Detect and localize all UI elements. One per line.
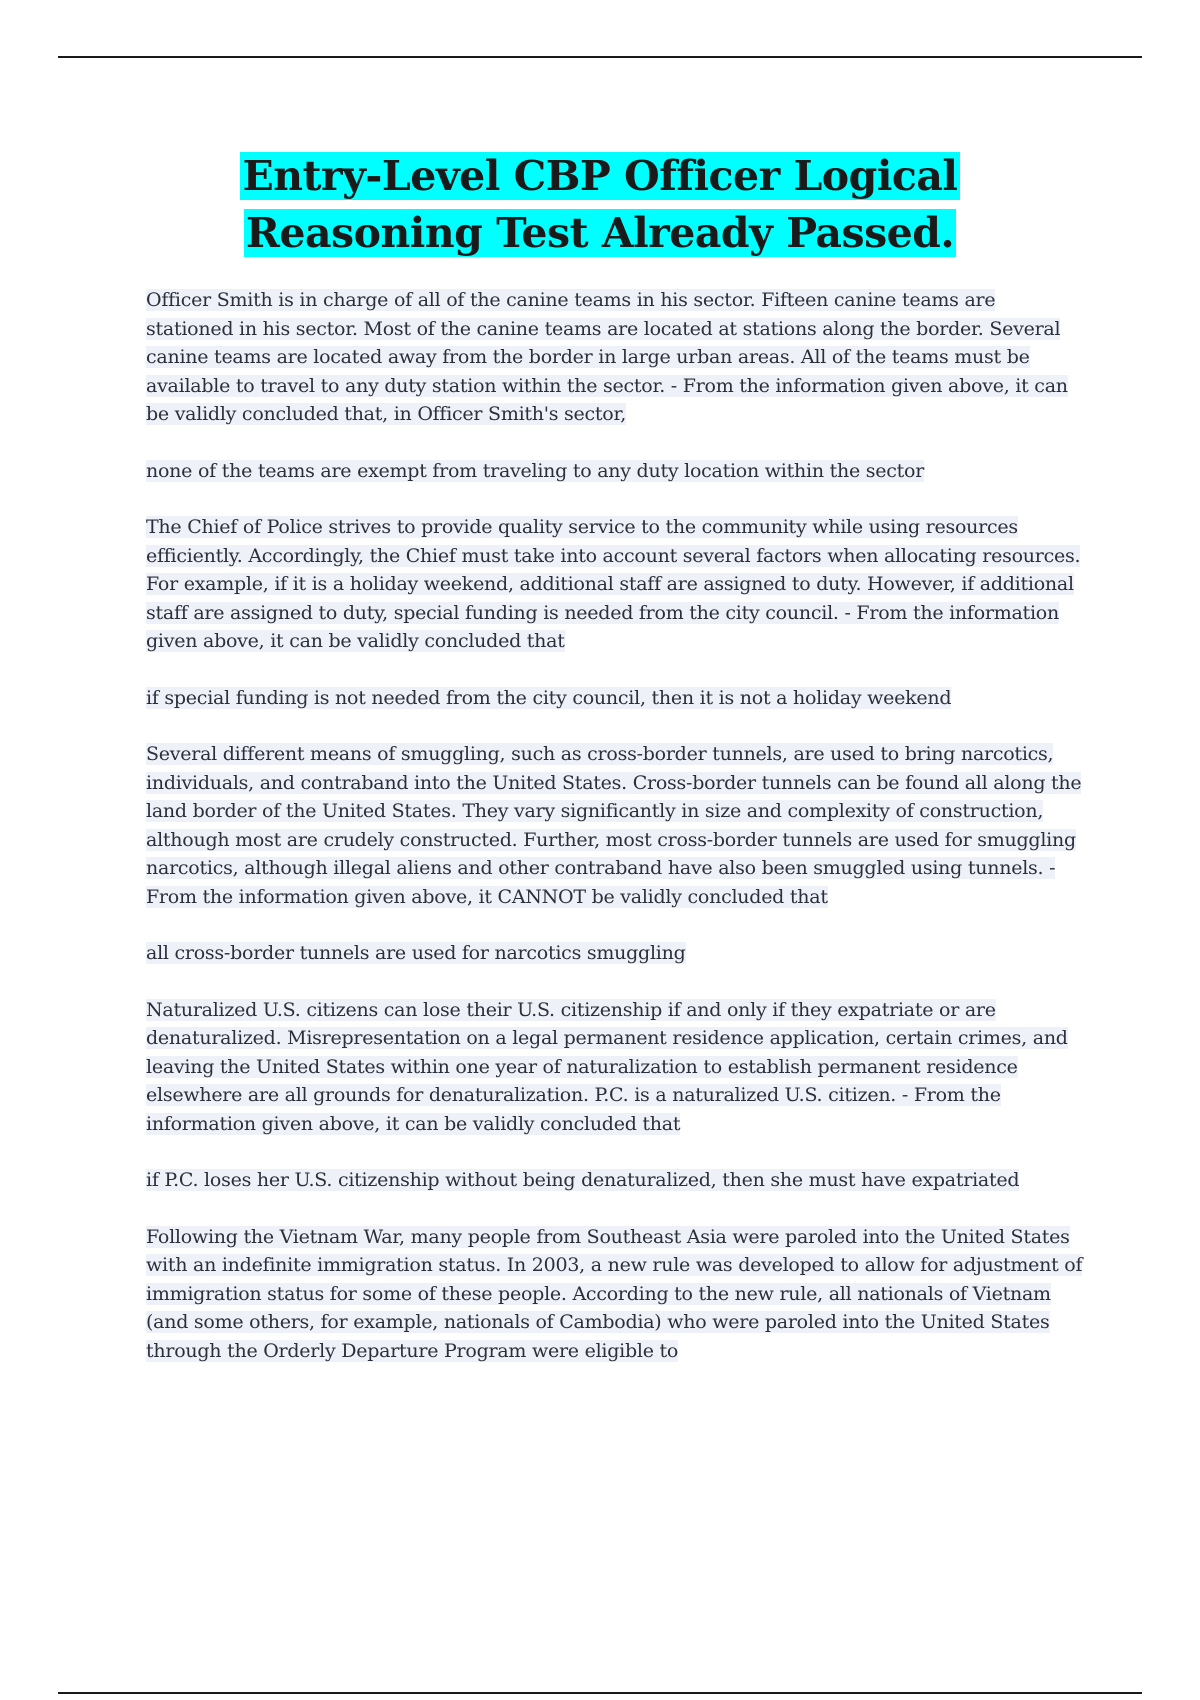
answer-paragraph (146, 1166, 1086, 1195)
document-body (146, 286, 1086, 1393)
answer-paragraph (146, 939, 1086, 968)
answer-paragraph (146, 684, 1086, 713)
paragraph-text: none of the teams are exempt from traveling to any duty location within the sector (146, 459, 925, 482)
question-paragraph (146, 513, 1086, 656)
answer-paragraph (146, 457, 1086, 486)
question-paragraph (146, 740, 1086, 911)
paragraph-text: Naturalized U.S. citizens can lose their U.S. citizenship if and only if they expatriate or are denaturalized. Misrepresentation on a legal permanent residence application, certain crimes, and leaving the United States within one year of naturalization to establish permanent residence elsewhere are all grounds for denaturalization. P.C. is a naturalized U.S. citizen. - From the information given above, it can be validly concluded that (146, 998, 1068, 1135)
question-paragraph (146, 996, 1086, 1139)
paragraph-text: if special funding is not needed from the city council, then it is not a holiday weekend (146, 686, 952, 709)
paragraph-text: Several different means of smuggling, such as cross-border tunnels, are used to bring narcotics, individuals, and contraband into the United States. Cross-border tunnels can be found all along the land border of the United States. They vary significantly in size and complexity of construction, although most are crudely constructed. Further, most cross-border tunnels are used for smuggling narcotics, although illegal aliens and other contraband have also been smuggled using tunnels. - From the information given above, it CANNOT be validly concluded that (146, 743, 1082, 908)
question-paragraph (146, 1223, 1086, 1366)
header-rule (58, 56, 1142, 58)
paragraph-text: Following the Vietnam War, many people from Southeast Asia were paroled into the United States with an indefinite immigration status. In 2003, a new rule was developed to allow for adjustment of immigration status for some of these people. According to the new rule, all nationals of Vietnam (and some others, for example, nationals of Cambodia) who were paroled into the United States through the Orderly Departure Program were eligible to (146, 1225, 1083, 1362)
question-paragraph (146, 286, 1086, 429)
page-title: Entry-Level CBP Officer Logical Reasoning Test Already Passed. (242, 152, 958, 257)
paragraph-text: all cross-border tunnels are used for narcotics smuggling (146, 942, 686, 964)
paragraph-text: The Chief of Police strives to provide quality service to the community while using resources efficiently. Accordingly, the Chief must take into account several factors when allocating resources. For example, if it is a holiday weekend, additional staff are assigned to duty. However, if additional staff are assigned to duty, special funding is needed from the city council. - From the information given above, it can be validly concluded that (146, 516, 1081, 652)
paragraph-text: Officer Smith is in charge of all of the canine teams in his sector. Fifteen canine teams are stationed in his sector. Most of the canine teams are located at stations along the border. Several canine teams are located away from the border in large urban areas. All of the teams must be available to travel to any duty station within the sector. - From the information given above, it can be validly concluded that, in Officer Smith's sector, (146, 289, 1068, 425)
title-block (120, 148, 1080, 262)
paragraph-text: if P.C. loses her U.S. citizenship without being denaturalized, then she must have expatriated (146, 1169, 1020, 1191)
footer-rule (58, 1692, 1142, 1694)
